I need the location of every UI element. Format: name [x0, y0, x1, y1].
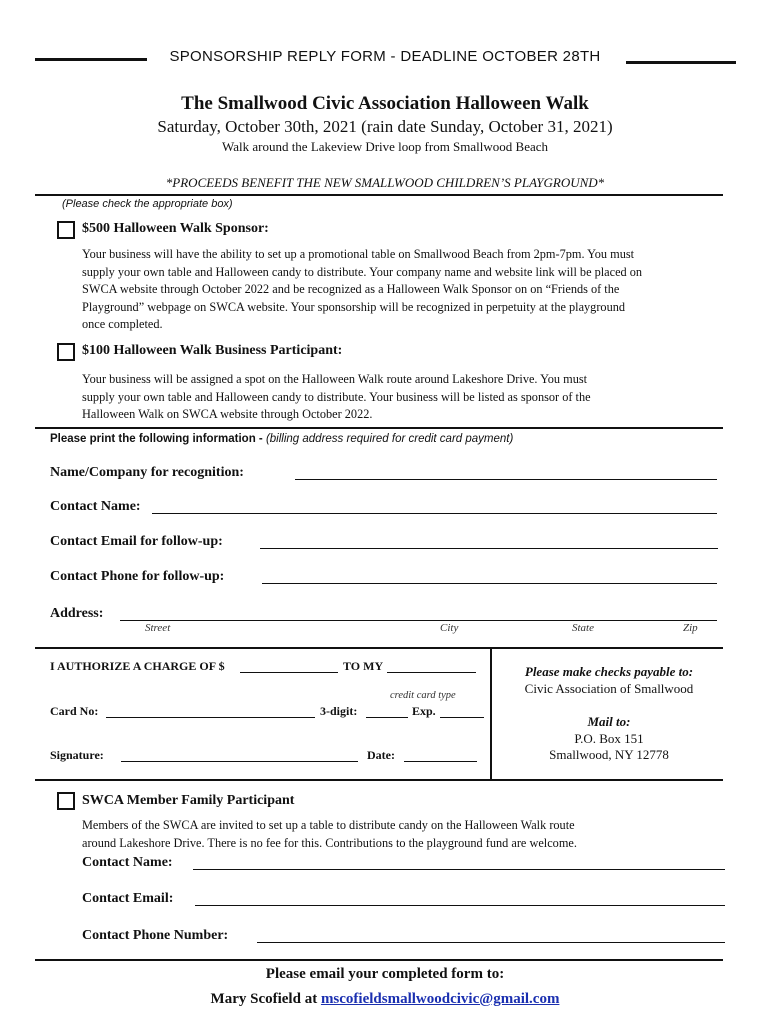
address-zip-caption: Zip: [683, 622, 698, 634]
charge-amount-input[interactable]: [240, 672, 338, 673]
sponsor-desc-line: Your business will have the ability to set up a promotional table on Smallwood Beach from 2pm-7pm. You must: [82, 247, 635, 261]
sponsor-label: $500 Halloween Walk Sponsor:: [82, 221, 269, 236]
address-city-caption: City: [440, 622, 459, 634]
member-contact-phone-label: Contact Phone Number:: [82, 928, 229, 943]
member-description: [82, 817, 722, 852]
member-label: SWCA Member Family Participant: [82, 793, 295, 808]
three-digit-input[interactable]: [366, 717, 408, 718]
sponsor-desc-line: supply your own table and Halloween candy to distribute. Your company name and website link will be placed on: [82, 264, 643, 279]
participant-checkbox[interactable]: [57, 343, 75, 361]
mail-to-heading: Mail to:: [587, 714, 631, 729]
exp-input[interactable]: [440, 717, 484, 718]
footer-contact-name: Mary Scofield at: [210, 991, 321, 1007]
member-desc-line: around Lakeshore Drive. There is no fee for this. Contributions to the playground fund are welcome.: [82, 835, 577, 850]
name-company-input[interactable]: [295, 479, 717, 480]
participant-label: $100 Halloween Walk Business Participant:: [82, 343, 343, 358]
three-digit-label: 3-digit:: [320, 704, 358, 718]
section-divider-info: [35, 427, 723, 429]
info-instruction-text: Please print the following information -: [50, 433, 266, 445]
member-contact-phone-input[interactable]: [257, 942, 725, 943]
sponsor-desc-line: SWCA website through October 2022 and be recognized as a Halloween Walk Sponsor on on “Friends of the: [82, 282, 620, 296]
sponsor-desc-line: once completed.: [82, 317, 163, 331]
card-type-caption: credit card type: [390, 690, 456, 701]
address-state-caption: State: [572, 622, 594, 634]
checks-payable-to: Civic Association of Smallwood: [524, 681, 694, 696]
info-instruction-note: (billing address required for credit card payment): [265, 433, 514, 445]
section-divider-top: [35, 194, 723, 196]
to-my-label: TO MY: [343, 659, 384, 673]
member-contact-name-label: Contact Name:: [82, 855, 173, 870]
section-divider-footer: [35, 959, 723, 961]
contact-phone-label: Contact Phone for follow-up:: [50, 569, 225, 584]
authorize-label: I AUTHORIZE A CHARGE OF $: [50, 659, 225, 673]
member-contact-name-input[interactable]: [193, 869, 725, 870]
contact-email-input[interactable]: [260, 548, 718, 549]
date-input[interactable]: [404, 761, 477, 762]
member-checkbox[interactable]: [57, 792, 75, 810]
sponsor-checkbox[interactable]: [57, 221, 75, 239]
participant-description: [82, 371, 722, 424]
address-street-caption: Street: [145, 622, 171, 634]
participant-desc-line: Halloween Walk on SWCA website through October 2022.: [82, 407, 373, 421]
contact-email-label: Contact Email for follow-up:: [50, 534, 223, 549]
contact-name-label: Contact Name:: [50, 499, 141, 514]
exp-label: Exp.: [412, 704, 436, 718]
banner-rule-left: [35, 58, 147, 61]
contact-phone-input[interactable]: [262, 583, 717, 584]
page-title: The Smallwood Civic Association Halloween Walk: [181, 93, 589, 114]
member-desc-line: Members of the SWCA are invited to set up a table to distribute candy on the Halloween Walk route: [82, 818, 575, 832]
signature-label: Signature:: [50, 748, 104, 762]
member-contact-email-label: Contact Email:: [82, 891, 174, 906]
info-instruction: [50, 433, 513, 445]
date-label: Date:: [367, 748, 395, 762]
section-divider-payment: [35, 647, 723, 649]
participant-desc-line: supply your own table and Halloween candy to distribute. Your business will be listed as sponsor of the: [82, 389, 591, 404]
mail-address-line1: P.O. Box 151: [574, 731, 644, 746]
card-no-input[interactable]: [106, 717, 315, 718]
event-date: Saturday, October 30th, 2021 (rain date Sunday, October 31, 2021): [157, 117, 613, 136]
mail-address-line2: Smallwood, NY 12778: [549, 747, 669, 762]
signature-input[interactable]: [121, 761, 358, 762]
address-label: Address:: [50, 606, 104, 621]
footer-contact: [0, 991, 770, 1008]
proceeds-note: *PROCEEDS BENEFIT THE NEW SMALLWOOD CHILDREN’S PLAYGROUND*: [165, 175, 605, 190]
sponsor-desc-line: Playground” webpage on SWCA website. Your sponsorship will be recognized in perpetuity at the playground: [82, 299, 626, 314]
banner-title: SPONSORSHIP REPLY FORM - DEADLINE OCTOBER 28TH: [169, 48, 601, 65]
footer-instruction: Please email your completed form to:: [265, 966, 505, 982]
contact-name-input[interactable]: [152, 513, 717, 514]
participant-desc-line: Your business will be assigned a spot on the Halloween Walk route around Lakeshore Drive. You must: [82, 372, 588, 386]
footer-email-link[interactable]: mscofieldsmallwoodcivic@gmail.com: [320, 991, 560, 1007]
card-no-label: Card No:: [50, 704, 99, 718]
check-note: (Please check the appropriate box): [62, 198, 233, 210]
member-contact-email-input[interactable]: [195, 905, 725, 906]
banner-rule-right: [626, 61, 736, 64]
checks-payable-heading: Please make checks payable to:: [524, 664, 694, 679]
card-type-input[interactable]: [387, 672, 476, 673]
address-input[interactable]: [120, 620, 717, 621]
event-location: Walk around the Lakeview Drive loop from Smallwood Beach: [221, 139, 549, 154]
payment-vertical-divider: [490, 649, 492, 779]
section-divider-member: [35, 779, 723, 781]
name-company-label: Name/Company for recognition:: [50, 465, 244, 480]
sponsor-description: [82, 246, 722, 334]
